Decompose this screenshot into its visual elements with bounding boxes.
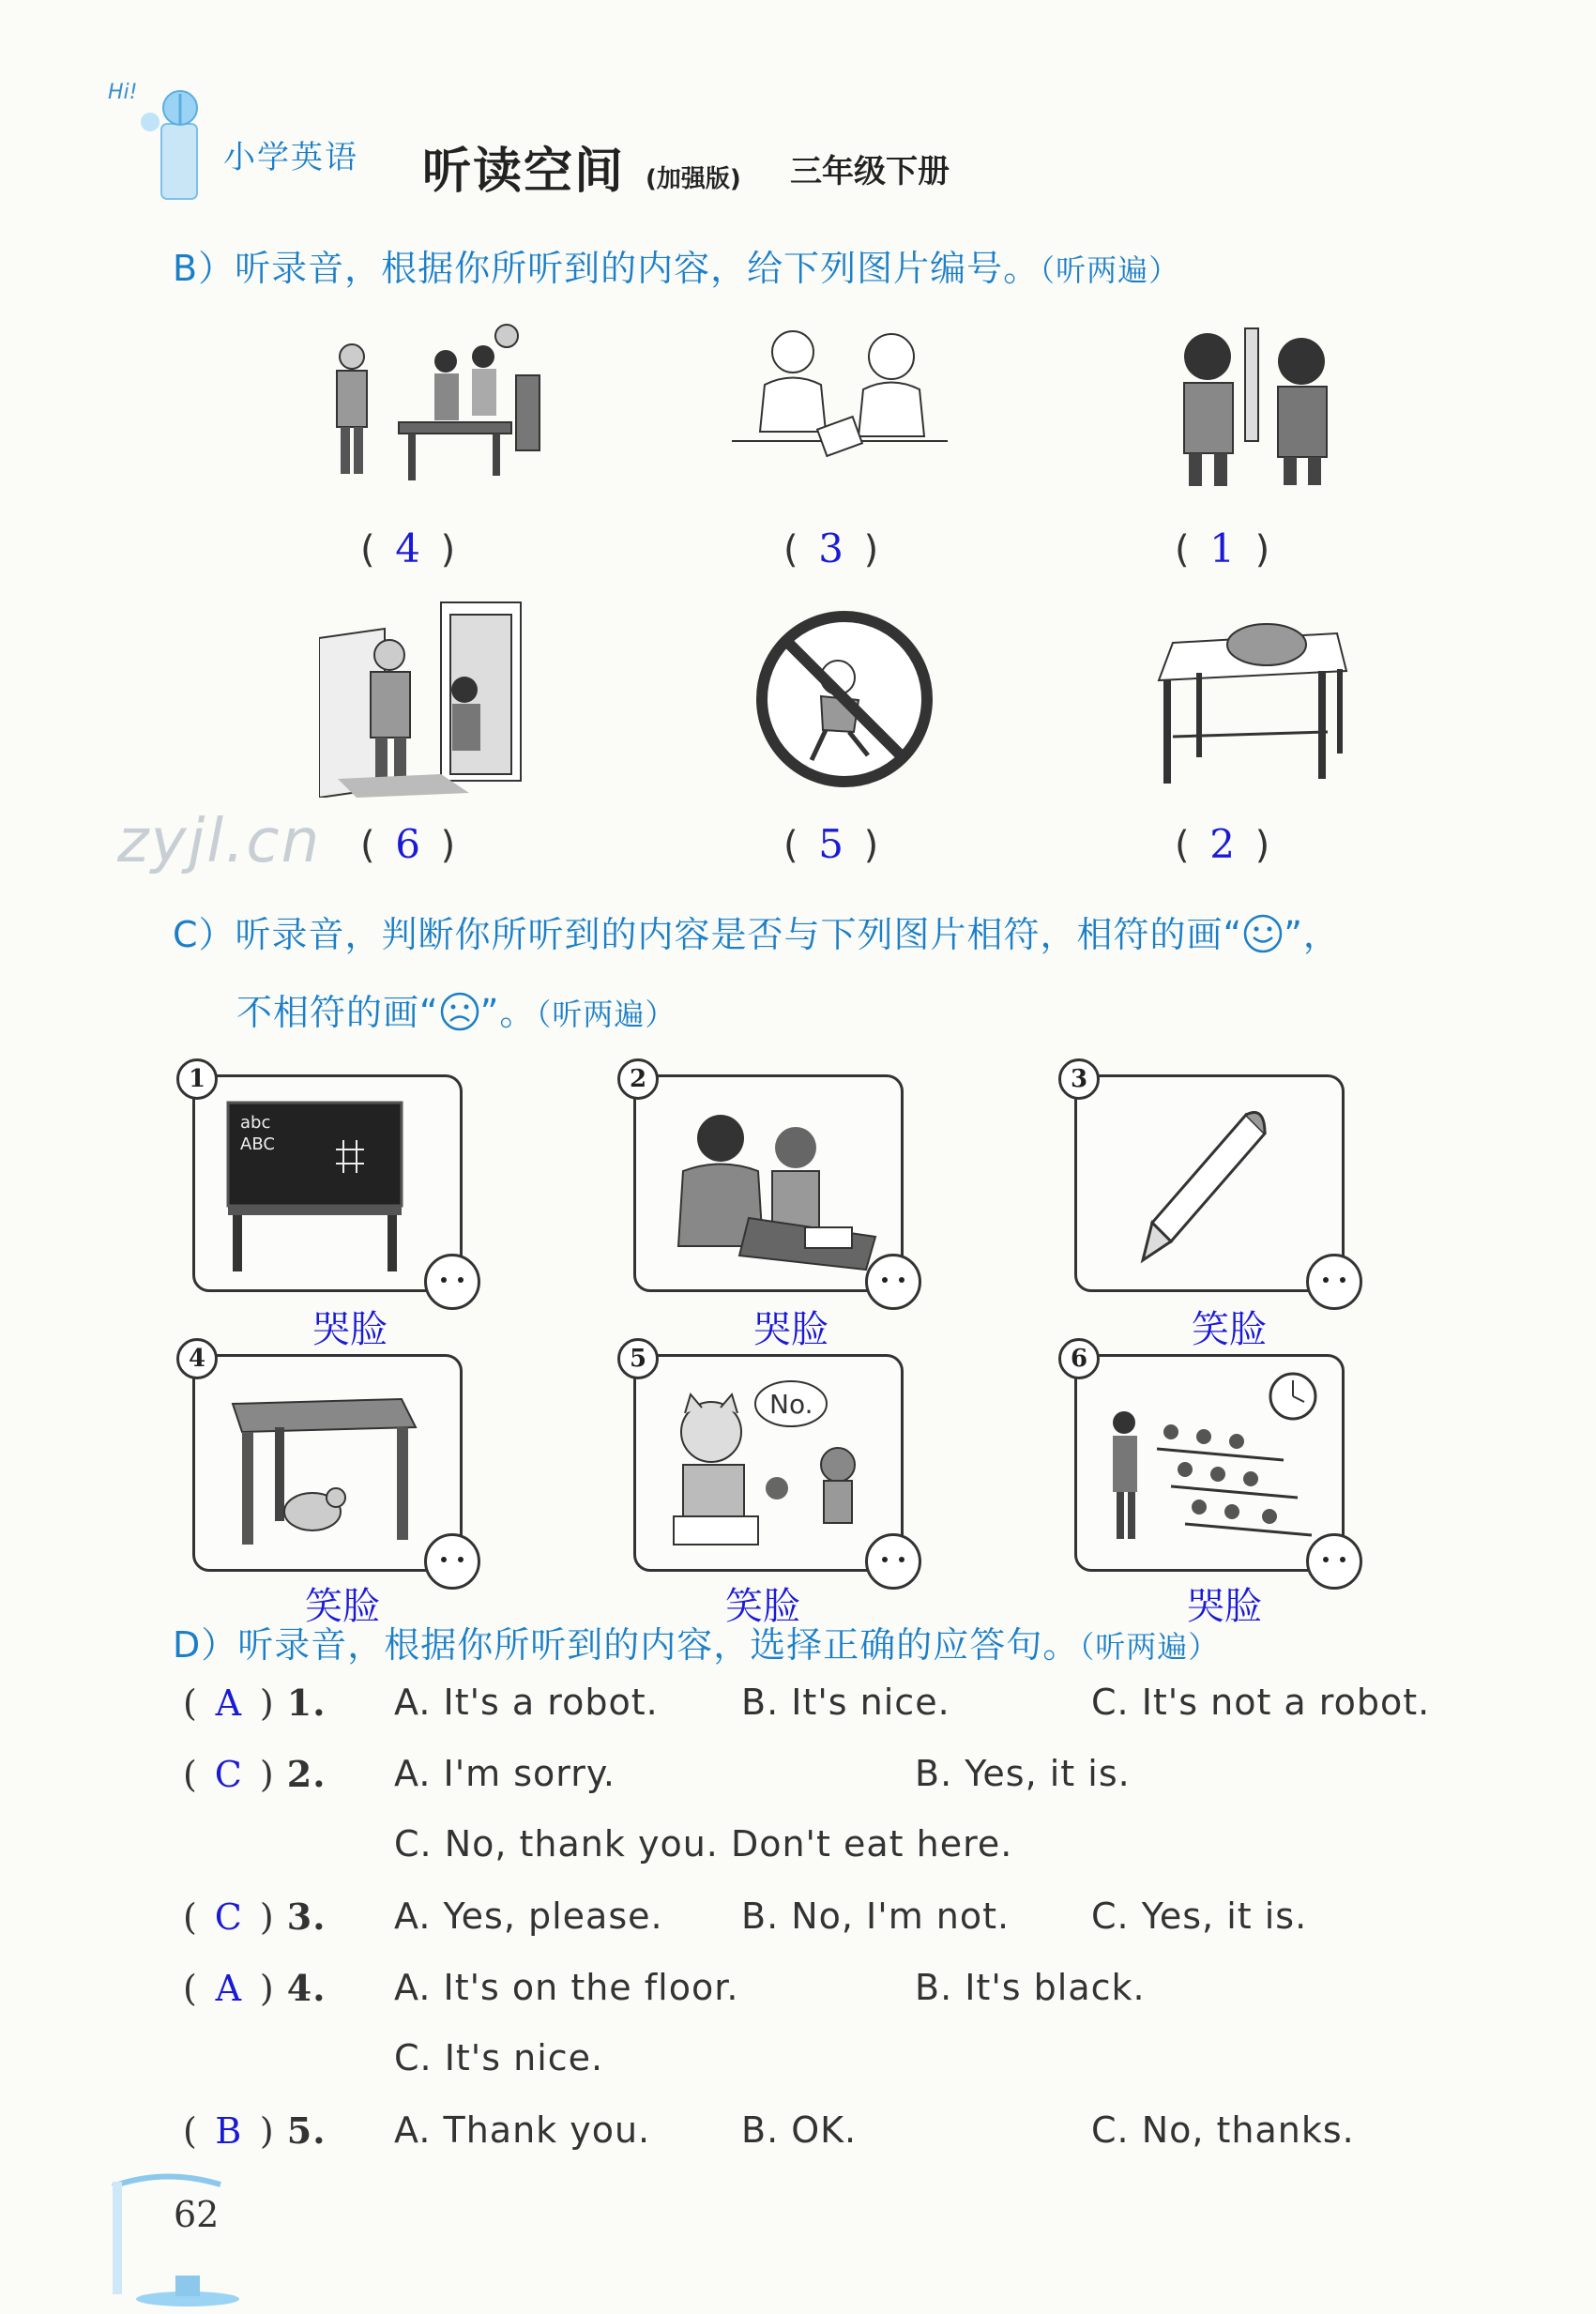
option-b: B. No, I'm not. [741,1895,1011,1937]
mother-child-desk-picture [655,1096,880,1274]
d-answer-1: A [215,1682,243,1724]
picture-card-6 [1070,1345,1345,1572]
card-number: 3 [1058,1058,1100,1100]
c-answer-5: 笑脸 [725,1585,800,1628]
section-c-instruction-2-end: ”。 [479,992,537,1033]
picture-card-2 [629,1065,904,1292]
speech-bubble-text: No. [769,1389,813,1420]
face-circle-icon [865,1254,921,1310]
d-answer-5: B [215,2110,243,2152]
d-answer-3: C [214,1896,243,1938]
b-answer-slot: ( 2 ) [1175,821,1270,867]
option-b: B. OK. [741,2109,858,2151]
sharing-picture [727,319,952,460]
ruler-children-picture [1156,310,1358,488]
face-circle-icon [1306,1533,1362,1590]
option-c: C. It's not a robot. [1091,1682,1431,1723]
option-a: A. Yes, please. [394,1895,663,1937]
edition-label: (加强版) [646,165,741,193]
section-b-instruction: B）听录音，根据你所听到的内容，给下列图片编号。 [173,248,1041,289]
b-answer-5: 5 [818,821,844,867]
c-answer-2: 哭脸 [753,1308,828,1351]
b-answer-4: 6 [395,821,420,867]
hi-badge: Hi! [108,81,138,104]
section-d-instruction: D）听录音，根据你所听到的内容，选择正确的应答句。 [173,1624,1080,1666]
svg-text:abc: abc [240,1113,271,1133]
option-a: A. It's a robot. [394,1682,659,1723]
face-circle-icon [865,1533,921,1590]
question-number: 4. [286,1967,327,2009]
watermark: zyjl.cn [117,807,322,876]
smile-face-icon [1242,913,1284,954]
option-b: B. It's black. [915,1967,1146,2008]
doorway-picture [319,601,525,798]
option-b: B. It's nice. [741,1682,950,1723]
section-c-heading [173,906,1340,957]
card-number: 4 [176,1338,218,1379]
b-answer-slot: ( 6 ) [360,821,456,867]
class-clock-picture [1096,1366,1326,1554]
no-running-sign [755,610,934,788]
table-bag-picture [1154,615,1356,793]
desk-bird-picture [223,1380,430,1554]
listen-twice-note: （听两遍） [536,997,676,1032]
cat-mouse-picture [655,1376,880,1554]
listen-twice-note: （听两遍） [1079,1629,1220,1665]
question-number: 3. [286,1895,327,1938]
option-b: B. Yes, it is. [915,1753,1131,1794]
card-number: 6 [1058,1338,1100,1379]
b-answer-slot: ( 1 ) [1175,525,1270,571]
sad-face-icon [439,991,480,1032]
picture-card-5 [629,1345,904,1572]
picture-card-3 [1070,1065,1345,1292]
face-circle-icon [424,1533,480,1590]
card-number: 2 [617,1058,659,1100]
question-1: ( A ) 1. [183,1682,327,1724]
c-answer-3: 笑脸 [1192,1308,1267,1351]
c-answer-6: 哭脸 [1187,1585,1262,1628]
section-c-heading-line2 [236,983,676,1035]
section-c-instruction-2: 不相符的画“ [236,992,439,1033]
option-c: C. No, thanks. [1091,2109,1355,2151]
option-a: A. Thank you. [394,2109,651,2151]
c-answer-4: 笑脸 [305,1585,380,1628]
b-answer-1: 4 [395,525,420,571]
question-3: ( C ) 3. [183,1895,327,1938]
question-5: ( B ) 5. [183,2109,327,2152]
series-title: 小学英语 [223,139,358,176]
b-answer-slot: ( 3 ) [783,525,879,571]
d-answer-2: C [214,1754,243,1795]
grade-label: 三年级下册 [790,153,950,190]
b-answer-slot: ( 5 ) [783,821,879,867]
card-number: 1 [176,1058,218,1100]
footer-decoration-icon [108,2168,249,2308]
face-circle-icon [424,1254,480,1310]
d-answer-4: A [215,1968,243,2009]
option-a: A. It's on the floor. [394,1967,739,2008]
card-number: 5 [617,1338,659,1379]
section-c-instruction-end: ”， [1284,914,1340,955]
option-a: A. I'm sorry. [394,1753,616,1794]
picture-card-1 [188,1065,463,1292]
b-answer-2: 3 [818,525,844,571]
option-c: C. No, thank you. Don't eat here. [394,1823,1013,1865]
listen-twice-note: （听两遍） [1040,252,1180,288]
b-answer-slot: ( 4 ) [360,525,456,571]
question-4: ( A ) 4. [183,1967,327,2009]
section-d-heading [173,1616,1219,1667]
pencil-picture [1133,1101,1284,1270]
classroom-picture [324,310,549,488]
svg-text:ABC: ABC [240,1134,275,1154]
b-answer-6: 2 [1209,821,1235,867]
picture-card-4 [188,1345,463,1572]
section-c-instruction: C）听录音，判断你所听到的内容是否与下列图片相符，相符的画“ [173,914,1243,955]
question-2: ( C ) 2. [183,1753,327,1795]
c-answer-1: 哭脸 [312,1308,388,1351]
blackboard-picture [223,1098,411,1276]
option-c: C. Yes, it is. [1091,1895,1308,1937]
b-answer-3: 1 [1209,525,1235,571]
face-circle-icon [1306,1254,1362,1310]
option-c: C. It's nice. [394,2037,604,2078]
question-number: 5. [286,2109,327,2152]
section-b-heading [173,239,1179,291]
question-number: 1. [286,1682,327,1724]
brand-title: 听读空间 [422,144,626,200]
question-number: 2. [286,1753,327,1795]
page-number: 62 [174,2194,220,2235]
